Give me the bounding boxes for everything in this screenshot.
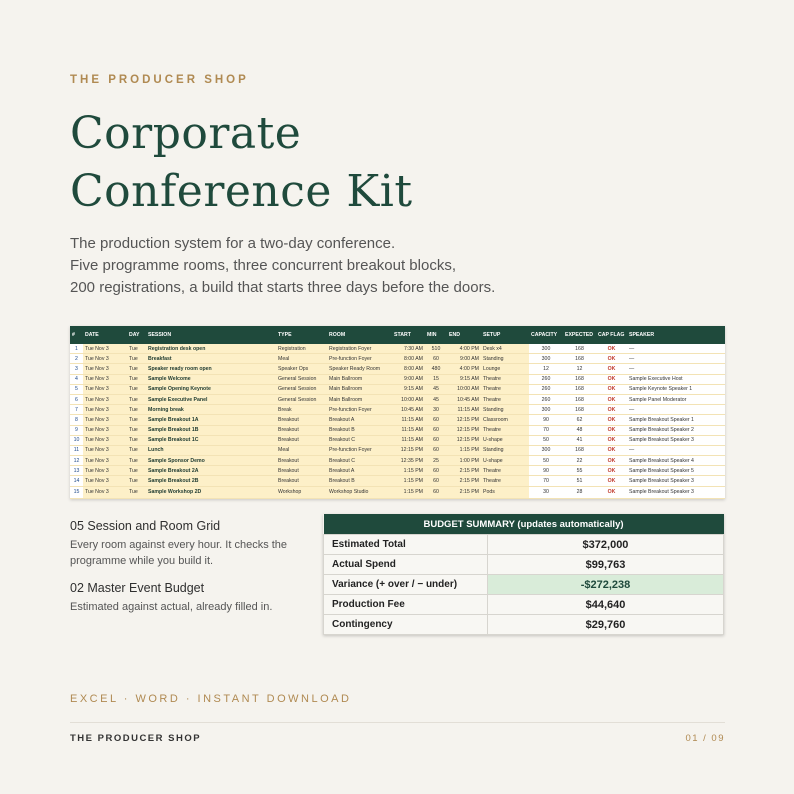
capacity-cell: 300 [529, 405, 563, 415]
budget-row [324, 615, 724, 635]
start-cell: 10:45 AM [392, 405, 425, 415]
speaker-cell: Sample Breakout Speaker 5 [627, 466, 725, 476]
speaker-cell: Sample Breakout Speaker 1 [627, 415, 725, 425]
row-number: 8 [70, 415, 83, 425]
speaker-cell: Sample Keynote Speaker 1 [627, 384, 725, 394]
end-cell: 9:15 AM [447, 374, 481, 384]
capacity-cell: 90 [529, 415, 563, 425]
start-cell: 1:15 PM [392, 476, 425, 486]
setup-cell: Classroom [481, 415, 529, 425]
expected-cell: 51 [563, 476, 596, 486]
minutes-cell: 60 [425, 445, 447, 455]
expected-cell: 22 [563, 456, 596, 466]
minutes-cell: 60 [425, 425, 447, 435]
column-header: SETUP [481, 326, 529, 344]
speaker-cell: — [627, 445, 725, 455]
session-cell: Sample Workshop 2D [146, 486, 276, 498]
expected-cell: 48 [563, 425, 596, 435]
expected-cell: 168 [563, 354, 596, 364]
setup-cell: U-shape [481, 456, 529, 466]
start-cell: 11:15 AM [392, 415, 425, 425]
cap-flag-cell: OK [596, 466, 627, 476]
schedule-row [70, 344, 725, 354]
session-cell: Sample Welcome [146, 374, 276, 384]
cap-flag-cell: OK [596, 374, 627, 384]
minutes-cell: 60 [425, 466, 447, 476]
start-cell: 9:00 AM [392, 374, 425, 384]
feature-heading: 05 Session and Room Grid [70, 519, 221, 533]
day-cell: Tue [127, 405, 146, 415]
session-cell: Sample Executive Panel [146, 394, 276, 404]
end-cell: 1:00 PM [447, 456, 481, 466]
type-cell: Meal [276, 354, 327, 364]
feature-heading: 02 Master Event Budget [70, 581, 205, 595]
cap-flag-cell: OK [596, 476, 627, 486]
session-cell: Sample Sponsor Demo [146, 456, 276, 466]
column-header: ROOM [327, 326, 392, 344]
schedule-table [70, 326, 725, 499]
budget-value: $29,760 [488, 615, 724, 635]
row-number: 5 [70, 384, 83, 394]
capacity-cell: 90 [529, 466, 563, 476]
capacity-cell: 260 [529, 394, 563, 404]
start-cell: 12:35 PM [392, 456, 425, 466]
day-cell: Tue [127, 374, 146, 384]
room-cell: Breakout B [327, 476, 392, 486]
cap-flag-cell: OK [596, 415, 627, 425]
schedule-row [70, 486, 725, 498]
budget-label: Estimated Total [324, 535, 488, 555]
row-number: 11 [70, 445, 83, 455]
day-cell: Tue [127, 364, 146, 374]
expected-cell: 168 [563, 374, 596, 384]
schedule-row [70, 405, 725, 415]
day-cell: Tue [127, 445, 146, 455]
column-header: SPEAKER [627, 326, 725, 344]
schedule-row [70, 374, 725, 384]
capacity-cell: 70 [529, 425, 563, 435]
cap-flag-cell: OK [596, 354, 627, 364]
room-cell: Main Ballroom [327, 374, 392, 384]
start-cell: 11:15 AM [392, 425, 425, 435]
session-cell: Speaker ready room open [146, 364, 276, 374]
start-cell: 9:15 AM [392, 384, 425, 394]
room-cell: Pre-function Foyer [327, 445, 392, 455]
budget-row [324, 595, 724, 615]
day-cell: Tue [127, 435, 146, 445]
setup-cell: Pods [481, 486, 529, 498]
formats-line: EXCEL · WORD · INSTANT DOWNLOAD [70, 693, 352, 705]
day-cell: Tue [127, 476, 146, 486]
schedule-row [70, 425, 725, 435]
session-cell: Breakfast [146, 354, 276, 364]
row-number: 10 [70, 435, 83, 445]
schedule-row [70, 456, 725, 466]
speaker-cell: Sample Breakout Speaker 2 [627, 425, 725, 435]
schedule-row [70, 435, 725, 445]
minutes-cell: 60 [425, 476, 447, 486]
feature-description: Estimated against actual, already filled in. [70, 601, 273, 613]
day-cell: Tue [127, 415, 146, 425]
end-cell: 11:15 AM [447, 405, 481, 415]
row-number: 4 [70, 374, 83, 384]
row-number: 12 [70, 456, 83, 466]
cap-flag-cell: OK [596, 435, 627, 445]
setup-cell: Theatre [481, 374, 529, 384]
setup-cell: Theatre [481, 466, 529, 476]
session-cell: Sample Breakout 1A [146, 415, 276, 425]
schedule-body [70, 344, 725, 498]
expected-cell: 41 [563, 435, 596, 445]
setup-cell: Standing [481, 445, 529, 455]
start-cell: 8:00 AM [392, 354, 425, 364]
date-cell: Tue Nov 3 [83, 415, 127, 425]
date-cell: Tue Nov 3 [83, 354, 127, 364]
date-cell: Tue Nov 3 [83, 435, 127, 445]
column-header: SESSION [146, 326, 276, 344]
setup-cell: Standing [481, 354, 529, 364]
capacity-cell: 260 [529, 374, 563, 384]
footer-divider [70, 722, 725, 723]
date-cell: Tue Nov 3 [83, 374, 127, 384]
date-cell: Tue Nov 3 [83, 425, 127, 435]
budget-value: $44,640 [488, 595, 724, 615]
day-cell: Tue [127, 456, 146, 466]
row-number: 13 [70, 466, 83, 476]
cap-flag-cell: OK [596, 344, 627, 354]
date-cell: Tue Nov 3 [83, 384, 127, 394]
capacity-cell: 260 [529, 384, 563, 394]
end-cell: 1:15 PM [447, 445, 481, 455]
room-cell: Speaker Ready Room [327, 364, 392, 374]
column-header: END [447, 326, 481, 344]
row-number: 2 [70, 354, 83, 364]
row-number: 3 [70, 364, 83, 374]
end-cell: 4:00 PM [447, 344, 481, 354]
end-cell: 2:15 PM [447, 476, 481, 486]
date-cell: Tue Nov 3 [83, 445, 127, 455]
cap-flag-cell: OK [596, 425, 627, 435]
day-cell: Tue [127, 466, 146, 476]
session-cell: Sample Opening Keynote [146, 384, 276, 394]
type-cell: General Session [276, 394, 327, 404]
type-cell: Registration [276, 344, 327, 354]
room-cell: Workshop Studio [327, 486, 392, 498]
start-cell: 10:00 AM [392, 394, 425, 404]
schedule-header-row [70, 326, 725, 344]
subtitle-line: Five programme rooms, three concurrent breakout blocks, [70, 257, 456, 274]
schedule-row [70, 466, 725, 476]
start-cell: 12:15 PM [392, 445, 425, 455]
minutes-cell: 30 [425, 405, 447, 415]
feature-session-grid [70, 519, 310, 569]
speaker-cell: Sample Breakout Speaker 4 [627, 456, 725, 466]
speaker-cell: Sample Breakout Speaker 3 [627, 476, 725, 486]
room-cell: Pre-function Foyer [327, 354, 392, 364]
minutes-cell: 45 [425, 394, 447, 404]
row-number: 14 [70, 476, 83, 486]
setup-cell: Standing [481, 405, 529, 415]
room-cell: Breakout A [327, 415, 392, 425]
date-cell: Tue Nov 3 [83, 476, 127, 486]
date-cell: Tue Nov 3 [83, 456, 127, 466]
budget-row [324, 555, 724, 575]
session-cell: Morning break [146, 405, 276, 415]
session-cell: Lunch [146, 445, 276, 455]
budget-label: Actual Spend [324, 555, 488, 575]
minutes-cell: 60 [425, 486, 447, 498]
day-cell: Tue [127, 486, 146, 498]
session-cell: Sample Breakout 1C [146, 435, 276, 445]
budget-header: BUDGET SUMMARY (updates automatically) [324, 514, 724, 535]
expected-cell: 168 [563, 445, 596, 455]
end-cell: 10:00 AM [447, 384, 481, 394]
expected-cell: 55 [563, 466, 596, 476]
room-cell: Main Ballroom [327, 384, 392, 394]
end-cell: 10:45 AM [447, 394, 481, 404]
date-cell: Tue Nov 3 [83, 486, 127, 498]
title-line-2: Conference Kit [70, 166, 413, 217]
day-cell: Tue [127, 354, 146, 364]
day-cell: Tue [127, 344, 146, 354]
minutes-cell: 45 [425, 384, 447, 394]
schedule-row [70, 445, 725, 455]
expected-cell: 168 [563, 394, 596, 404]
session-cell: Sample Breakout 1B [146, 425, 276, 435]
schedule-row [70, 364, 725, 374]
speaker-cell: Sample Breakout Speaker 3 [627, 435, 725, 445]
minutes-cell: 15 [425, 374, 447, 384]
capacity-cell: 300 [529, 445, 563, 455]
brand-top: THE PRODUCER SHOP [70, 74, 249, 86]
room-cell: Main Ballroom [327, 394, 392, 404]
cap-flag-cell: OK [596, 456, 627, 466]
speaker-cell: — [627, 364, 725, 374]
type-cell: Break [276, 405, 327, 415]
start-cell: 7:30 AM [392, 344, 425, 354]
budget-variance-value: -$272,238 [488, 575, 724, 595]
minutes-cell: 60 [425, 354, 447, 364]
room-cell: Breakout C [327, 456, 392, 466]
end-cell: 12:15 PM [447, 435, 481, 445]
end-cell: 2:15 PM [447, 486, 481, 498]
type-cell: Breakout [276, 476, 327, 486]
speaker-cell: — [627, 354, 725, 364]
column-header: CAPACITY [529, 326, 563, 344]
session-cell: Sample Breakout 2A [146, 466, 276, 476]
schedule-row [70, 384, 725, 394]
room-cell: Breakout B [327, 425, 392, 435]
type-cell: Workshop [276, 486, 327, 498]
feature-master-budget [70, 581, 310, 615]
capacity-cell: 12 [529, 364, 563, 374]
setup-cell: Theatre [481, 425, 529, 435]
room-cell: Breakout A [327, 466, 392, 476]
column-header: EXPECTED [563, 326, 596, 344]
start-cell: 11:15 AM [392, 435, 425, 445]
subtitle-line: The production system for a two-day conference. [70, 235, 396, 252]
date-cell: Tue Nov 3 [83, 405, 127, 415]
date-cell: Tue Nov 3 [83, 344, 127, 354]
expected-cell: 168 [563, 384, 596, 394]
day-cell: Tue [127, 425, 146, 435]
date-cell: Tue Nov 3 [83, 364, 127, 374]
budget-label: Contingency [324, 615, 488, 635]
type-cell: Speaker Ops [276, 364, 327, 374]
setup-cell: Lounge [481, 364, 529, 374]
schedule-row [70, 476, 725, 486]
date-cell: Tue Nov 3 [83, 466, 127, 476]
end-cell: 4:00 PM [447, 364, 481, 374]
column-header: # [70, 326, 83, 344]
speaker-cell: Sample Panel Moderator [627, 394, 725, 404]
capacity-cell: 50 [529, 435, 563, 445]
setup-cell: Desk x4 [481, 344, 529, 354]
type-cell: Breakout [276, 435, 327, 445]
setup-cell: Theatre [481, 394, 529, 404]
row-number: 7 [70, 405, 83, 415]
budget-summary-table [323, 514, 724, 635]
type-cell: General Session [276, 374, 327, 384]
column-header: CAP FLAG [596, 326, 627, 344]
capacity-cell: 300 [529, 344, 563, 354]
type-cell: Breakout [276, 466, 327, 476]
speaker-cell: Sample Breakout Speaker 3 [627, 486, 725, 498]
expected-cell: 168 [563, 344, 596, 354]
feature-description: Every room against every hour. It checks the programme while you build it. [70, 539, 288, 567]
session-cell: Registration desk open [146, 344, 276, 354]
setup-cell: U-shape [481, 435, 529, 445]
column-header: DATE [83, 326, 127, 344]
end-cell: 12:15 PM [447, 425, 481, 435]
capacity-cell: 70 [529, 476, 563, 486]
schedule-row [70, 354, 725, 364]
type-cell: Breakout [276, 456, 327, 466]
speaker-cell: — [627, 405, 725, 415]
schedule-row [70, 394, 725, 404]
cap-flag-cell: OK [596, 405, 627, 415]
minutes-cell: 60 [425, 415, 447, 425]
start-cell: 8:00 AM [392, 364, 425, 374]
budget-label: Variance (+ over / − under) [324, 575, 488, 595]
budget-row [324, 575, 724, 595]
column-header: TYPE [276, 326, 327, 344]
cap-flag-cell: OK [596, 445, 627, 455]
cap-flag-cell: OK [596, 486, 627, 498]
subtitle-line: 200 registrations, a build that starts three days before the doors. [70, 279, 496, 296]
budget-value: $99,763 [488, 555, 724, 575]
type-cell: Breakout [276, 415, 327, 425]
row-number: 9 [70, 425, 83, 435]
row-number: 15 [70, 486, 83, 498]
page-title [70, 105, 413, 221]
date-cell: Tue Nov 3 [83, 394, 127, 404]
end-cell: 12:15 PM [447, 415, 481, 425]
title-line-1: Corporate [70, 108, 302, 159]
budget-value: $372,000 [488, 535, 724, 555]
type-cell: Meal [276, 445, 327, 455]
end-cell: 2:15 PM [447, 466, 481, 476]
row-number: 1 [70, 344, 83, 354]
start-cell: 1:15 PM [392, 466, 425, 476]
capacity-cell: 50 [529, 456, 563, 466]
page-number: 01 / 09 [685, 733, 725, 744]
speaker-cell: — [627, 344, 725, 354]
minutes-cell: 480 [425, 364, 447, 374]
end-cell: 9:00 AM [447, 354, 481, 364]
column-header: MIN [425, 326, 447, 344]
room-cell: Registration Foyer [327, 344, 392, 354]
column-header: START [392, 326, 425, 344]
subtitle [70, 233, 730, 299]
room-cell: Pre-function Foyer [327, 405, 392, 415]
column-header: DAY [127, 326, 146, 344]
schedule-row [70, 415, 725, 425]
setup-cell: Theatre [481, 476, 529, 486]
type-cell: Breakout [276, 425, 327, 435]
expected-cell: 168 [563, 405, 596, 415]
minutes-cell: 60 [425, 435, 447, 445]
day-cell: Tue [127, 384, 146, 394]
type-cell: General Session [276, 384, 327, 394]
minutes-cell: 510 [425, 344, 447, 354]
capacity-cell: 300 [529, 354, 563, 364]
room-cell: Breakout C [327, 435, 392, 445]
brand-footer: THE PRODUCER SHOP [70, 733, 202, 744]
expected-cell: 12 [563, 364, 596, 374]
budget-label: Production Fee [324, 595, 488, 615]
speaker-cell: Sample Executive Host [627, 374, 725, 384]
minutes-cell: 25 [425, 456, 447, 466]
expected-cell: 28 [563, 486, 596, 498]
budget-row [324, 535, 724, 555]
expected-cell: 62 [563, 415, 596, 425]
session-cell: Sample Breakout 2B [146, 476, 276, 486]
cap-flag-cell: OK [596, 384, 627, 394]
day-cell: Tue [127, 394, 146, 404]
setup-cell: Theatre [481, 384, 529, 394]
cap-flag-cell: OK [596, 364, 627, 374]
row-number: 6 [70, 394, 83, 404]
capacity-cell: 30 [529, 486, 563, 498]
cap-flag-cell: OK [596, 394, 627, 404]
start-cell: 1:15 PM [392, 486, 425, 498]
